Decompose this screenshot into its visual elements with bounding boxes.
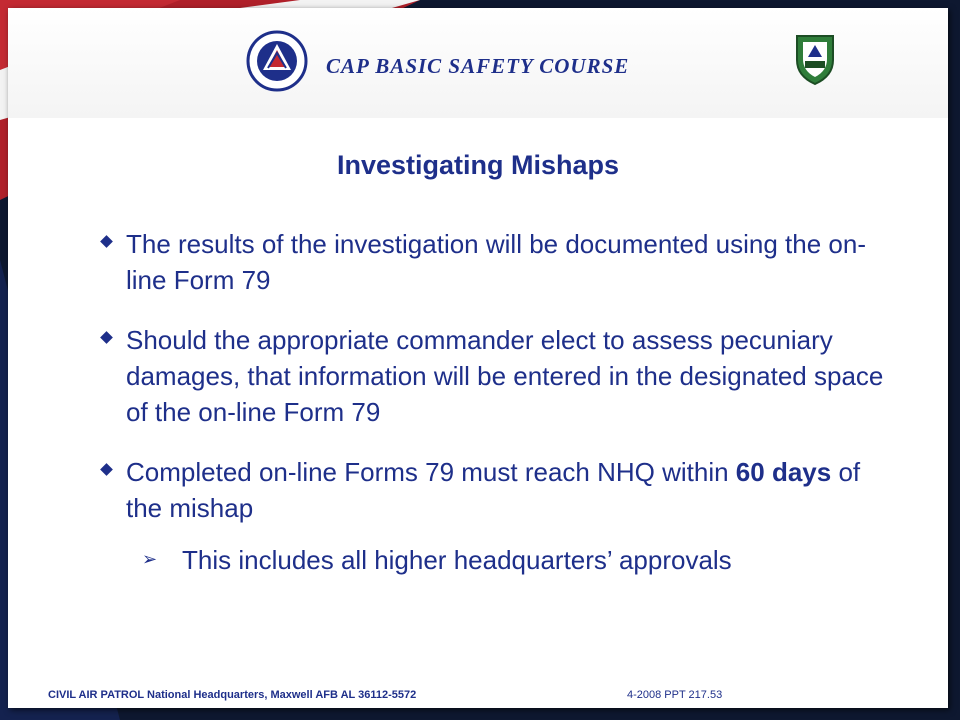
arrow-bullet-icon: ➢ <box>142 549 158 570</box>
slide-header <box>8 8 948 118</box>
bullet-text: Should the appropriate commander elect to assess pecuniary damages, that information will be entered in the designated space of the on-line Form 79 <box>126 325 884 427</box>
safety-shield-logo <box>793 30 837 86</box>
footer-organization: CIVIL AIR PATROL National Headquarters, Maxwell AFB AL 36112-5572 <box>48 689 417 701</box>
civil-air-patrol-logo <box>246 30 308 92</box>
bullet-text: The results of the investigation will be documented using the on-line Form 79 <box>126 229 866 295</box>
bullet-item <box>96 322 896 430</box>
bullet-list <box>96 226 896 578</box>
bullet-text: Completed on-line Forms 79 must reach NHQ within <box>126 457 729 487</box>
sub-bullet-item <box>142 542 896 578</box>
slide <box>8 8 948 708</box>
bullet-text: of the mishap <box>126 457 861 523</box>
course-title: CAP BASIC SAFETY COURSE <box>326 54 630 78</box>
footer-reference: 4-2008 PPT 217.53 <box>627 689 723 701</box>
bullet-item <box>96 226 896 298</box>
bullet-emphasis: 60 days <box>735 457 832 487</box>
bullet-item <box>96 454 896 526</box>
diamond-bullet-icon <box>100 331 113 344</box>
diamond-bullet-icon <box>100 235 113 248</box>
sub-bullet-text: This includes all higher headquarters’ approvals <box>182 545 732 575</box>
diamond-bullet-icon <box>100 463 113 476</box>
slide-title: Investigating Mishaps <box>336 150 620 180</box>
